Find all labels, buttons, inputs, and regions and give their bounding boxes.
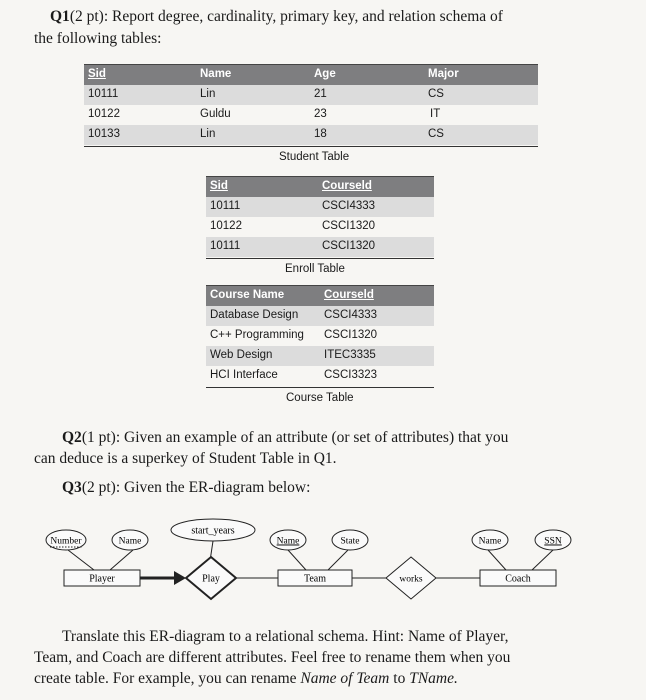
course-table [206,285,434,389]
entity-team-label: Team [303,573,327,585]
table-row [84,125,538,145]
attr-team-name [270,530,306,550]
arrow-head [174,571,186,585]
table-row [206,346,434,366]
cell: CSCI4333 [324,309,378,321]
cell: CSCI1320 [322,240,376,252]
relationship-works-label: works [399,574,423,585]
q2-points: (1 pt): [81,429,121,446]
attr-start-years-label: start_years [191,525,235,537]
student-table [84,64,538,148]
entity-player-label: Player [89,573,115,585]
q3-line [62,477,310,498]
entity-coach-label: Coach [505,573,531,585]
cell: Lin [200,88,216,100]
cell: 21 [314,88,327,100]
cell: 10111 [88,88,119,100]
q2-text: Given an example of an attribute (or set of attributes) that you [124,429,509,446]
attr-number [46,530,86,550]
attr-ssn [535,530,571,550]
cell: Database Design [210,309,299,321]
table-row [206,217,434,237]
q1-points: (2 pt): [69,8,109,25]
enroll-table-caption: Enroll Table [285,263,345,275]
q3-text: Given the ER-diagram below: [124,479,311,496]
header-sid: Sid [210,180,228,192]
entity-coach [480,570,556,586]
q1-line2: the following tables: [34,30,162,47]
header-age: Age [314,68,336,80]
header-major: Major [428,68,459,80]
q3-translate-line2: Team, and Coach are different attributes. Feel free to rename them when you [34,649,511,666]
course-table-caption: Course Table [286,392,354,404]
q3-line3-prefix: create table. For example, you can rename [34,670,297,687]
cell: CSCI1320 [322,220,376,232]
table-row [206,306,434,326]
header-courseid: Courseld [322,180,372,192]
cell: HCI Interface [210,369,278,381]
attr-coach-name-label: Name [478,536,502,547]
cell: CSCI3323 [324,369,378,381]
cell: Guldu [200,108,231,120]
q1-line1 [50,6,503,27]
attr-number-label: Number [50,536,82,547]
q3-points: (2 pt): [81,479,121,496]
q3-translate-line1: Translate this ER-diagram to a relational schema. Hint: Name of Player, [62,628,509,645]
cell: 10122 [88,108,120,120]
header-course-name: Course Name [210,289,285,301]
course-header-row [206,285,434,307]
q3-line3-em2: TName. [409,670,458,687]
student-header-row [84,64,538,86]
q1-label: Q1 [50,8,70,25]
q3-line3-mid: to [393,670,406,687]
table-row [206,326,434,346]
attr-coach-name [472,530,508,550]
cell: 23 [314,108,327,120]
q1-text: Report degree, cardinality, primary key, and relation schema of [112,8,503,25]
relationship-play-label: Play [202,573,220,585]
header-sid: Sid [88,68,106,80]
student-table-caption: Student Table [279,151,350,163]
table-row [84,85,538,105]
cell: CSCI1320 [324,329,378,341]
attr-player-name [112,530,148,550]
attr-team-name-label: Name [276,536,300,547]
relationship-works [386,557,436,599]
table-row [84,105,538,125]
cell: 10111 [210,200,241,212]
table-rule [206,258,434,259]
er-diagram [0,510,646,620]
cell: 10133 [88,128,120,140]
q2-line2: can deduce is a superkey of Student Table in Q1. [34,450,337,467]
cell: C++ Programming [210,329,304,341]
attr-start-years [171,519,255,541]
cell: Lin [200,128,216,140]
q3-line3-em1: Name of Team [300,670,390,687]
cell: 10122 [210,220,242,232]
entity-player [64,570,140,586]
cell: CSCI4333 [322,200,376,212]
entity-team [278,570,352,586]
q3-label: Q3 [62,479,82,496]
relationship-play [186,557,236,599]
cell: ITEC3335 [324,349,376,361]
header-name: Name [200,68,232,80]
cell: IT [430,108,441,120]
table-row [206,237,434,257]
cell: Web Design [210,349,273,361]
header-courseid: Courseld [324,289,374,301]
table-row [206,366,434,386]
q3-translate-line3 [34,668,458,689]
q2-line1 [62,427,508,448]
q2-label: Q2 [62,429,82,446]
table-rule [84,146,538,147]
table-rule [206,387,434,388]
cell: CS [428,128,444,140]
cell: CS [428,88,444,100]
attr-ssn-label: SSN [544,536,562,547]
attr-player-name-label: Name [118,536,142,547]
cell: 18 [314,128,327,140]
enroll-table [206,176,434,260]
table-row [206,197,434,217]
cell: 10111 [210,240,241,252]
attr-state-label: State [340,536,360,547]
enroll-header-row [206,176,434,198]
attr-state [332,530,368,550]
